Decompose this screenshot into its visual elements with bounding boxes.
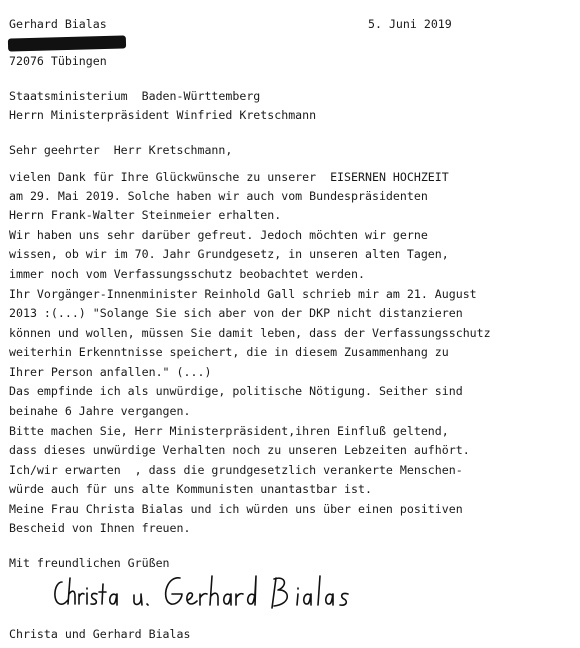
body-line: dass dieses unwürdige Verhalten noch zu unseren Lebzeiten aufhört. — [9, 443, 470, 457]
body-line: Wir haben uns sehr darüber gefreut. Jedoch möchten wir gerne — [9, 228, 428, 242]
body-line: Ihr Vorgänger-Innenminister Reinhold Gall schrieb mir am 21. August — [9, 287, 477, 301]
recipient-line-2: Herrn Ministerpräsident Winfried Kretschmann — [9, 108, 317, 122]
body-line: beinahe 6 Jahre vergangen. — [9, 404, 191, 418]
closing: Mit freundlichen Grüßen — [9, 556, 170, 570]
letter-date: 5. Juni 2019 — [368, 17, 452, 31]
body-line: Meine Frau Christa Bialas und ich würden uns über einen positiven — [9, 502, 463, 516]
body-line: können und wollen, müssen Sie damit leben, dass der Verfassungsschutz — [9, 326, 491, 340]
body-line: am 29. Mai 2019. Solche haben wir auch vom Bundespräsidenten — [9, 189, 428, 203]
body-line: Bescheid von Ihnen freuen. — [9, 521, 191, 535]
recipient-line-1: Staatsministerium Baden-Württemberg — [9, 89, 261, 103]
body-line: Ihrer Person anfallen." (...) — [9, 365, 212, 379]
handwritten-signature — [48, 572, 368, 616]
body-line: Bitte machen Sie, Herr Ministerpräsident,ihren Einfluß geltend, — [9, 424, 449, 438]
body-line: vielen Dank für Ihre Glückwünsche zu unserer EISERNEN HOCHZEIT — [9, 170, 449, 184]
sender-name: Gerhard Bialas — [9, 17, 107, 31]
redacted-street-address — [8, 35, 126, 51]
sender-city: 72076 Tübingen — [9, 54, 107, 68]
body-line: würde auch für uns alte Kommunisten unantastbar ist. — [9, 482, 372, 496]
body-line: immer noch vom Verfassungsschutz beobachtet werden. — [9, 267, 365, 281]
body-line: Herrn Frank-Walter Steinmeier erhalten. — [9, 208, 282, 222]
body-line: 2013 :(...) "Solange Sie sich aber von der DKP nicht distanzieren — [9, 306, 463, 320]
body-line: Das empfinde ich als unwürdige, politische Nötigung. Seither sind — [9, 384, 463, 398]
body-line: wissen, ob wir im 70. Jahr Grundgesetz, in unseren alten Tagen, — [9, 247, 449, 261]
salutation: Sehr geehrter Herr Kretschmann, — [9, 143, 233, 157]
signed-names: Christa und Gerhard Bialas — [9, 627, 191, 641]
body-line: weiterhin Erkenntnisse speichert, die in diesem Zusammenhang zu — [9, 345, 449, 359]
body-line: Ich/wir erwarten , dass die grundgesetzlich verankerte Menschen- — [9, 463, 463, 477]
